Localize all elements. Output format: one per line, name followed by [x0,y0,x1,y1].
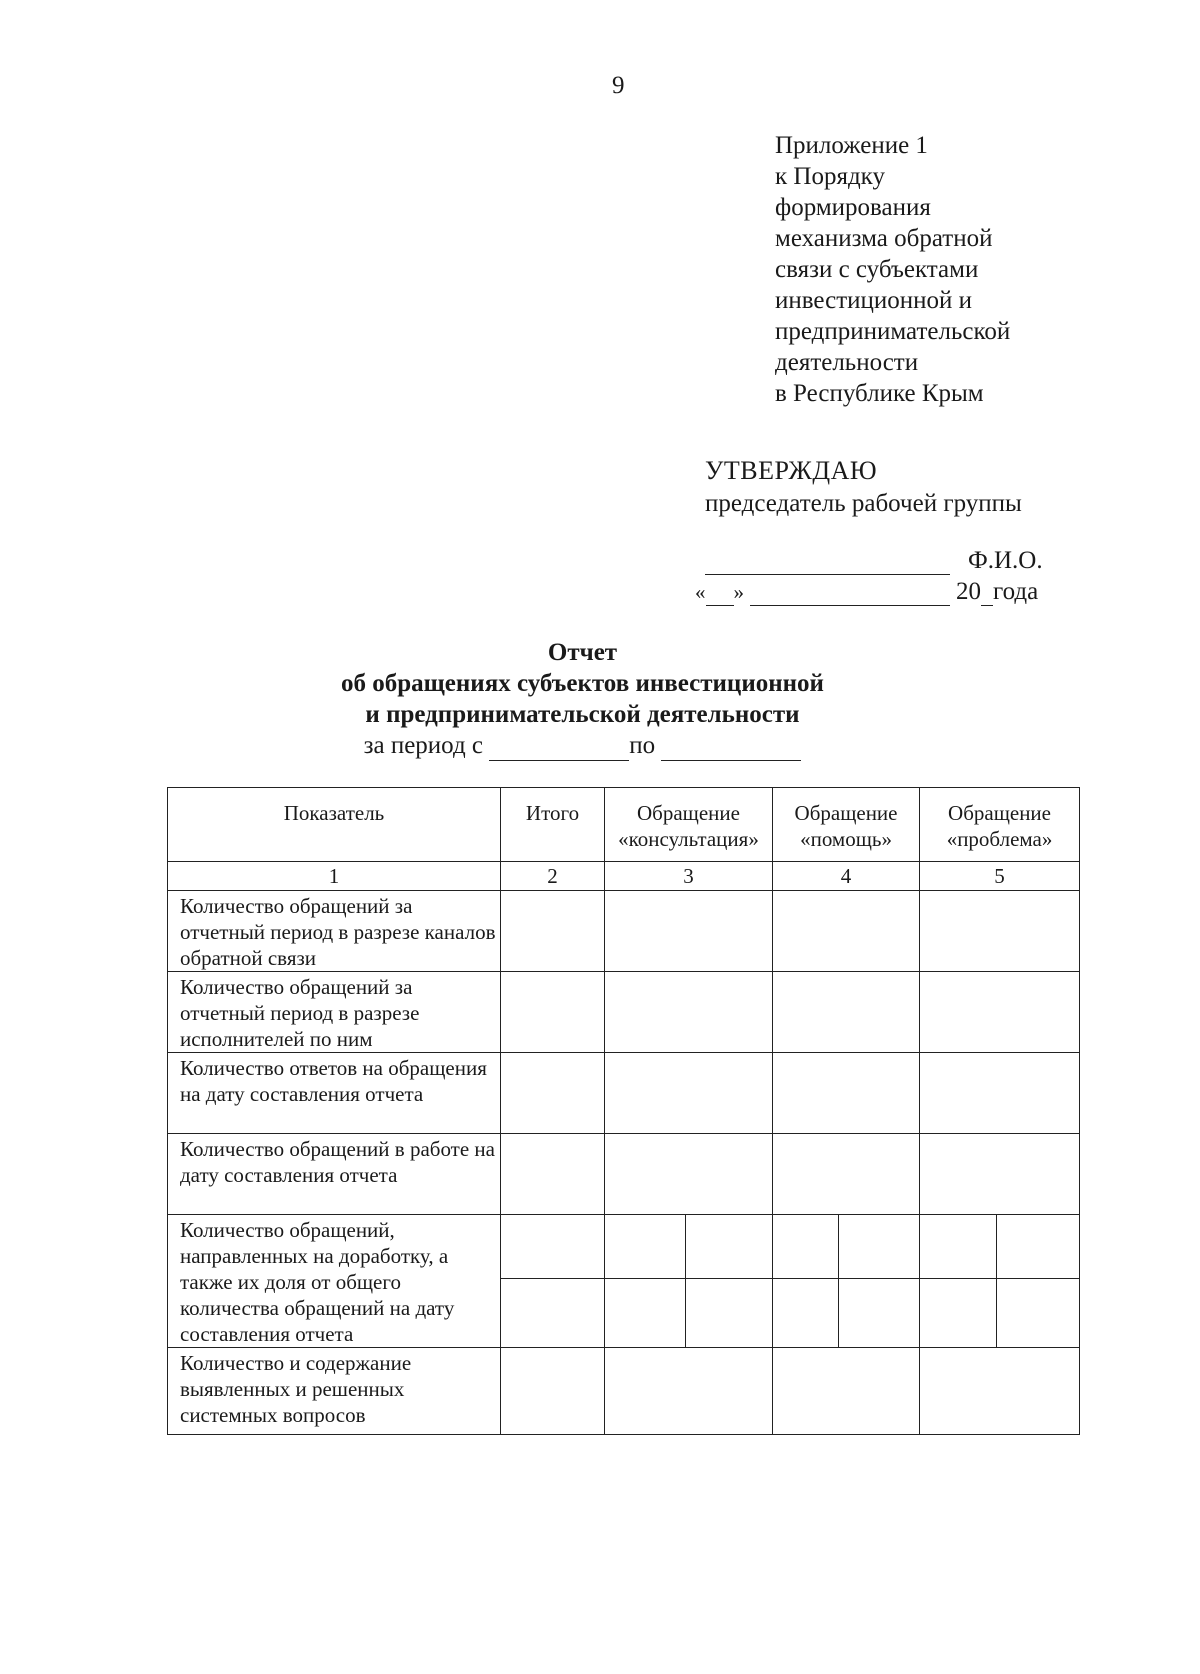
report-table [167,787,1080,1435]
row-label: Количество обращений, направленных на доработку, а также их доля от общего количества обращений на дату составления отчета [168,1215,501,1348]
cell-help[interactable] [773,972,920,1053]
report-subtitle-line1: об обращениях субъектов инвестиционной [341,670,824,697]
approval-title: УТВЕРЖДАЮ [705,456,878,485]
cell-total[interactable] [501,1215,605,1279]
cell-total[interactable] [501,1279,605,1348]
report-heading [0,637,1165,761]
approval-role: председатель рабочей группы [705,490,1022,517]
appendix-note [775,130,1010,409]
column-number: 5 [920,862,1080,891]
column-number: 3 [605,862,773,891]
cell-total[interactable] [501,891,605,972]
appendix-line: в Республике Крым [775,380,984,407]
date-close-quote: » [733,580,744,604]
header-indicator: Показатель [168,788,501,862]
year-prefix: 20 [956,578,981,605]
table-header-row [168,788,1080,862]
column-number: 1 [168,862,501,891]
cell-problem[interactable] [920,1134,1080,1215]
appendix-line: Приложение 1 [775,132,928,159]
period-middle: по [629,732,656,759]
cell-help[interactable] [773,1348,920,1435]
table-row [168,891,1080,972]
cell-consultation-share[interactable] [686,1215,773,1279]
day-blank[interactable] [706,583,734,606]
cell-total[interactable] [501,1348,605,1435]
cell-consultation-count[interactable] [605,1279,686,1348]
table-row [168,1053,1080,1134]
year-blank[interactable] [981,583,993,606]
cell-help-share[interactable] [839,1279,920,1348]
table-row [168,1348,1080,1435]
cell-consultation[interactable] [605,891,773,972]
row-label: Количество обращений за отчетный период в разрезе исполнителей по ним [168,972,501,1053]
cell-problem[interactable] [920,1053,1080,1134]
appendix-line: предпринимательской [775,318,1011,345]
header-total: Итого [501,788,605,862]
year-suffix: года [993,578,1039,605]
cell-total[interactable] [501,1053,605,1134]
report-title: Отчет [547,639,618,666]
cell-help-count[interactable] [773,1279,839,1348]
period-to-blank[interactable] [661,738,801,761]
report-period [0,730,1165,761]
report-subtitle-line2: и предпринимательской деятельности [365,701,800,728]
cell-consultation-share[interactable] [686,1279,773,1348]
cell-help-share[interactable] [839,1215,920,1279]
cell-consultation[interactable] [605,1053,773,1134]
table-row [168,1215,1080,1279]
cell-consultation[interactable] [605,1348,773,1435]
row-label: Количество ответов на обращения на дату составления отчета [168,1053,501,1134]
date-open-quote: « [695,580,706,604]
header-problem: Обращение «проблема» [920,788,1080,862]
appendix-line: к Порядку [775,163,885,190]
appendix-line: связи с субъектами [775,256,979,283]
cell-problem[interactable] [920,891,1080,972]
header-help: Обращение «помощь» [773,788,920,862]
column-number: 2 [501,862,605,891]
cell-help[interactable] [773,1053,920,1134]
period-prefix: за период с [363,732,484,759]
row-label: Количество обращений в работе на дату составления отчета [168,1134,501,1215]
cell-total[interactable] [501,1134,605,1215]
cell-consultation[interactable] [605,1134,773,1215]
period-from-blank[interactable] [489,738,629,761]
signature-blank[interactable] [705,550,950,575]
cell-problem-share[interactable] [997,1279,1080,1348]
appendix-line: формирования [775,194,931,221]
cell-problem-count[interactable] [920,1279,997,1348]
cell-problem-count[interactable] [920,1215,997,1279]
cell-total[interactable] [501,972,605,1053]
approval-block [705,455,1022,519]
appendix-line: механизма обратной [775,225,993,252]
row-label: Количество и содержание выявленных и решенных системных вопросов [168,1348,501,1435]
page-number: 9 [612,72,625,99]
table-row [168,972,1080,1053]
name-placeholder: Ф.И.О. [968,547,1043,574]
date-line [695,578,1038,606]
cell-consultation-count[interactable] [605,1215,686,1279]
column-number-row [168,862,1080,891]
cell-help[interactable] [773,1134,920,1215]
appendix-line: деятельности [775,349,919,376]
header-consultation: Обращение «консультация» [605,788,773,862]
appendix-line: инвестиционной и [775,287,973,314]
table-row [168,1134,1080,1215]
signature-line [705,547,1043,575]
cell-help[interactable] [773,891,920,972]
cell-help-count[interactable] [773,1215,839,1279]
column-number: 4 [773,862,920,891]
cell-problem[interactable] [920,1348,1080,1435]
month-blank[interactable] [750,583,950,606]
cell-problem-share[interactable] [997,1215,1080,1279]
cell-consultation[interactable] [605,972,773,1053]
row-label: Количество обращений за отчетный период в разрезе каналов обратной связи [168,891,501,972]
cell-problem[interactable] [920,972,1080,1053]
